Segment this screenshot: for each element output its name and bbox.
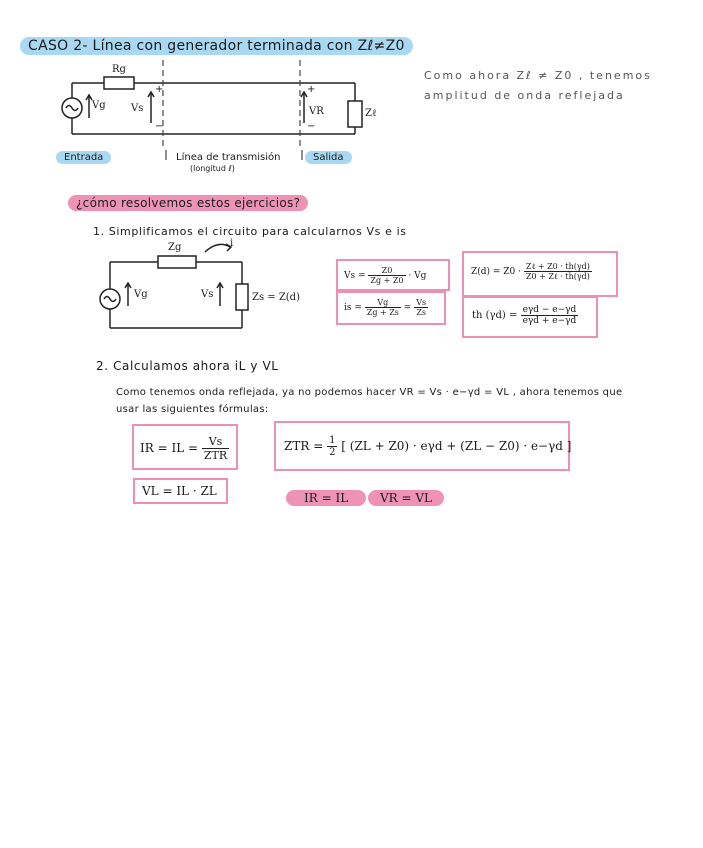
vs-lhs: Vs = [344,271,366,281]
formula-box-ztr [274,421,570,471]
step-1-text: 1. Simplificamos el circuito para calcularnos Vs e is [93,225,407,238]
salida-label: Salida [305,151,352,164]
th-denominator: eγd + e−γd [522,316,577,326]
tag-ir-il: IR = IL [286,490,366,506]
current-i-label: i [230,238,234,249]
ztr-frac-numerator: 1 [329,435,336,446]
zl-label: Zℓ [365,108,377,119]
zd-lhs: Z(d) = Z0 · [471,267,522,277]
is-denominator: Zg + Zs [366,308,399,317]
is-denominator-2: Zs [416,308,426,317]
vr-label: VR [309,106,324,117]
is-numerator: Vg [365,298,401,308]
vg-label: Vg [92,100,106,111]
ir-lhs: IR = IL = [140,441,199,455]
note-reflected-wave: Como ahora Zℓ ≠ Z0 , tenemos amplitud de onda reflejada [424,69,652,102]
th-lhs: th (γd) = [472,310,518,321]
plus-sign-left: + [155,84,164,95]
section-title-caso-2: CASO 2- Línea con generador terminada con Zℓ≠Z0 [20,37,413,55]
is-eq: = [403,303,412,313]
zg-label: Zg [168,242,182,253]
formula-box-th [462,296,598,338]
linea-label: Línea de transmisión [176,152,281,163]
zs-label: Zs = Z(d) [252,292,300,303]
vs-numerator: Z0 [368,266,405,276]
vg-label-2: Vg [134,289,148,300]
vs-denominator: Zg + Z0 [370,276,404,285]
formula-box-vs [336,259,450,291]
step-2-title: 2. Calculamos ahora iL y VL [96,359,279,373]
ir-numerator: Vs [202,435,229,449]
zd-numerator: Zℓ + Z0 · th(γd) [525,262,590,271]
plus-sign-right: + [307,84,316,95]
formula-box-is [336,291,446,325]
ir-denominator: ZTR [203,449,228,462]
vs-label-2: Vs [201,289,214,300]
step-2-text-line-2: usar las siguientes fórmulas: [116,404,269,415]
vs-tail: · Vg [408,271,427,281]
is-numerator-2: Vs [416,298,427,307]
ztr-body: [ (ZL + Z0) · eγd + (ZL − Z0) · e−γd ] [341,439,572,453]
is-lhs: is = [344,303,362,313]
vs-label: Vs [131,103,144,114]
step-2-text-line-1: Como tenemos onda reflejada, ya no podemos hacer VR = Vs · e−γd = VL , ahora tenemos que [116,387,623,398]
rg-label: Rg [112,64,126,75]
section-title-how-to-solve: ¿cómo resolvemos estos ejercicios? [68,195,308,211]
formula-box-ir [132,424,238,470]
ztr-lhs: ZTR = [284,439,324,453]
vl-formula: VL = IL · ZL [142,484,217,498]
longitud-label: (longitud ℓ) [190,164,235,173]
formula-box-vl [133,478,228,504]
tag-vr-vl: VR = VL [368,490,444,506]
zd-denominator: Z0 + Zℓ · th(γd) [525,272,590,281]
formula-box-zd [462,251,618,297]
minus-sign-right: − [307,121,316,132]
ztr-frac-denominator: 2 [329,447,336,458]
minus-sign-left: − [155,121,164,132]
entrada-label: Entrada [56,151,111,164]
th-numerator: eγd − e−γd [522,305,577,315]
